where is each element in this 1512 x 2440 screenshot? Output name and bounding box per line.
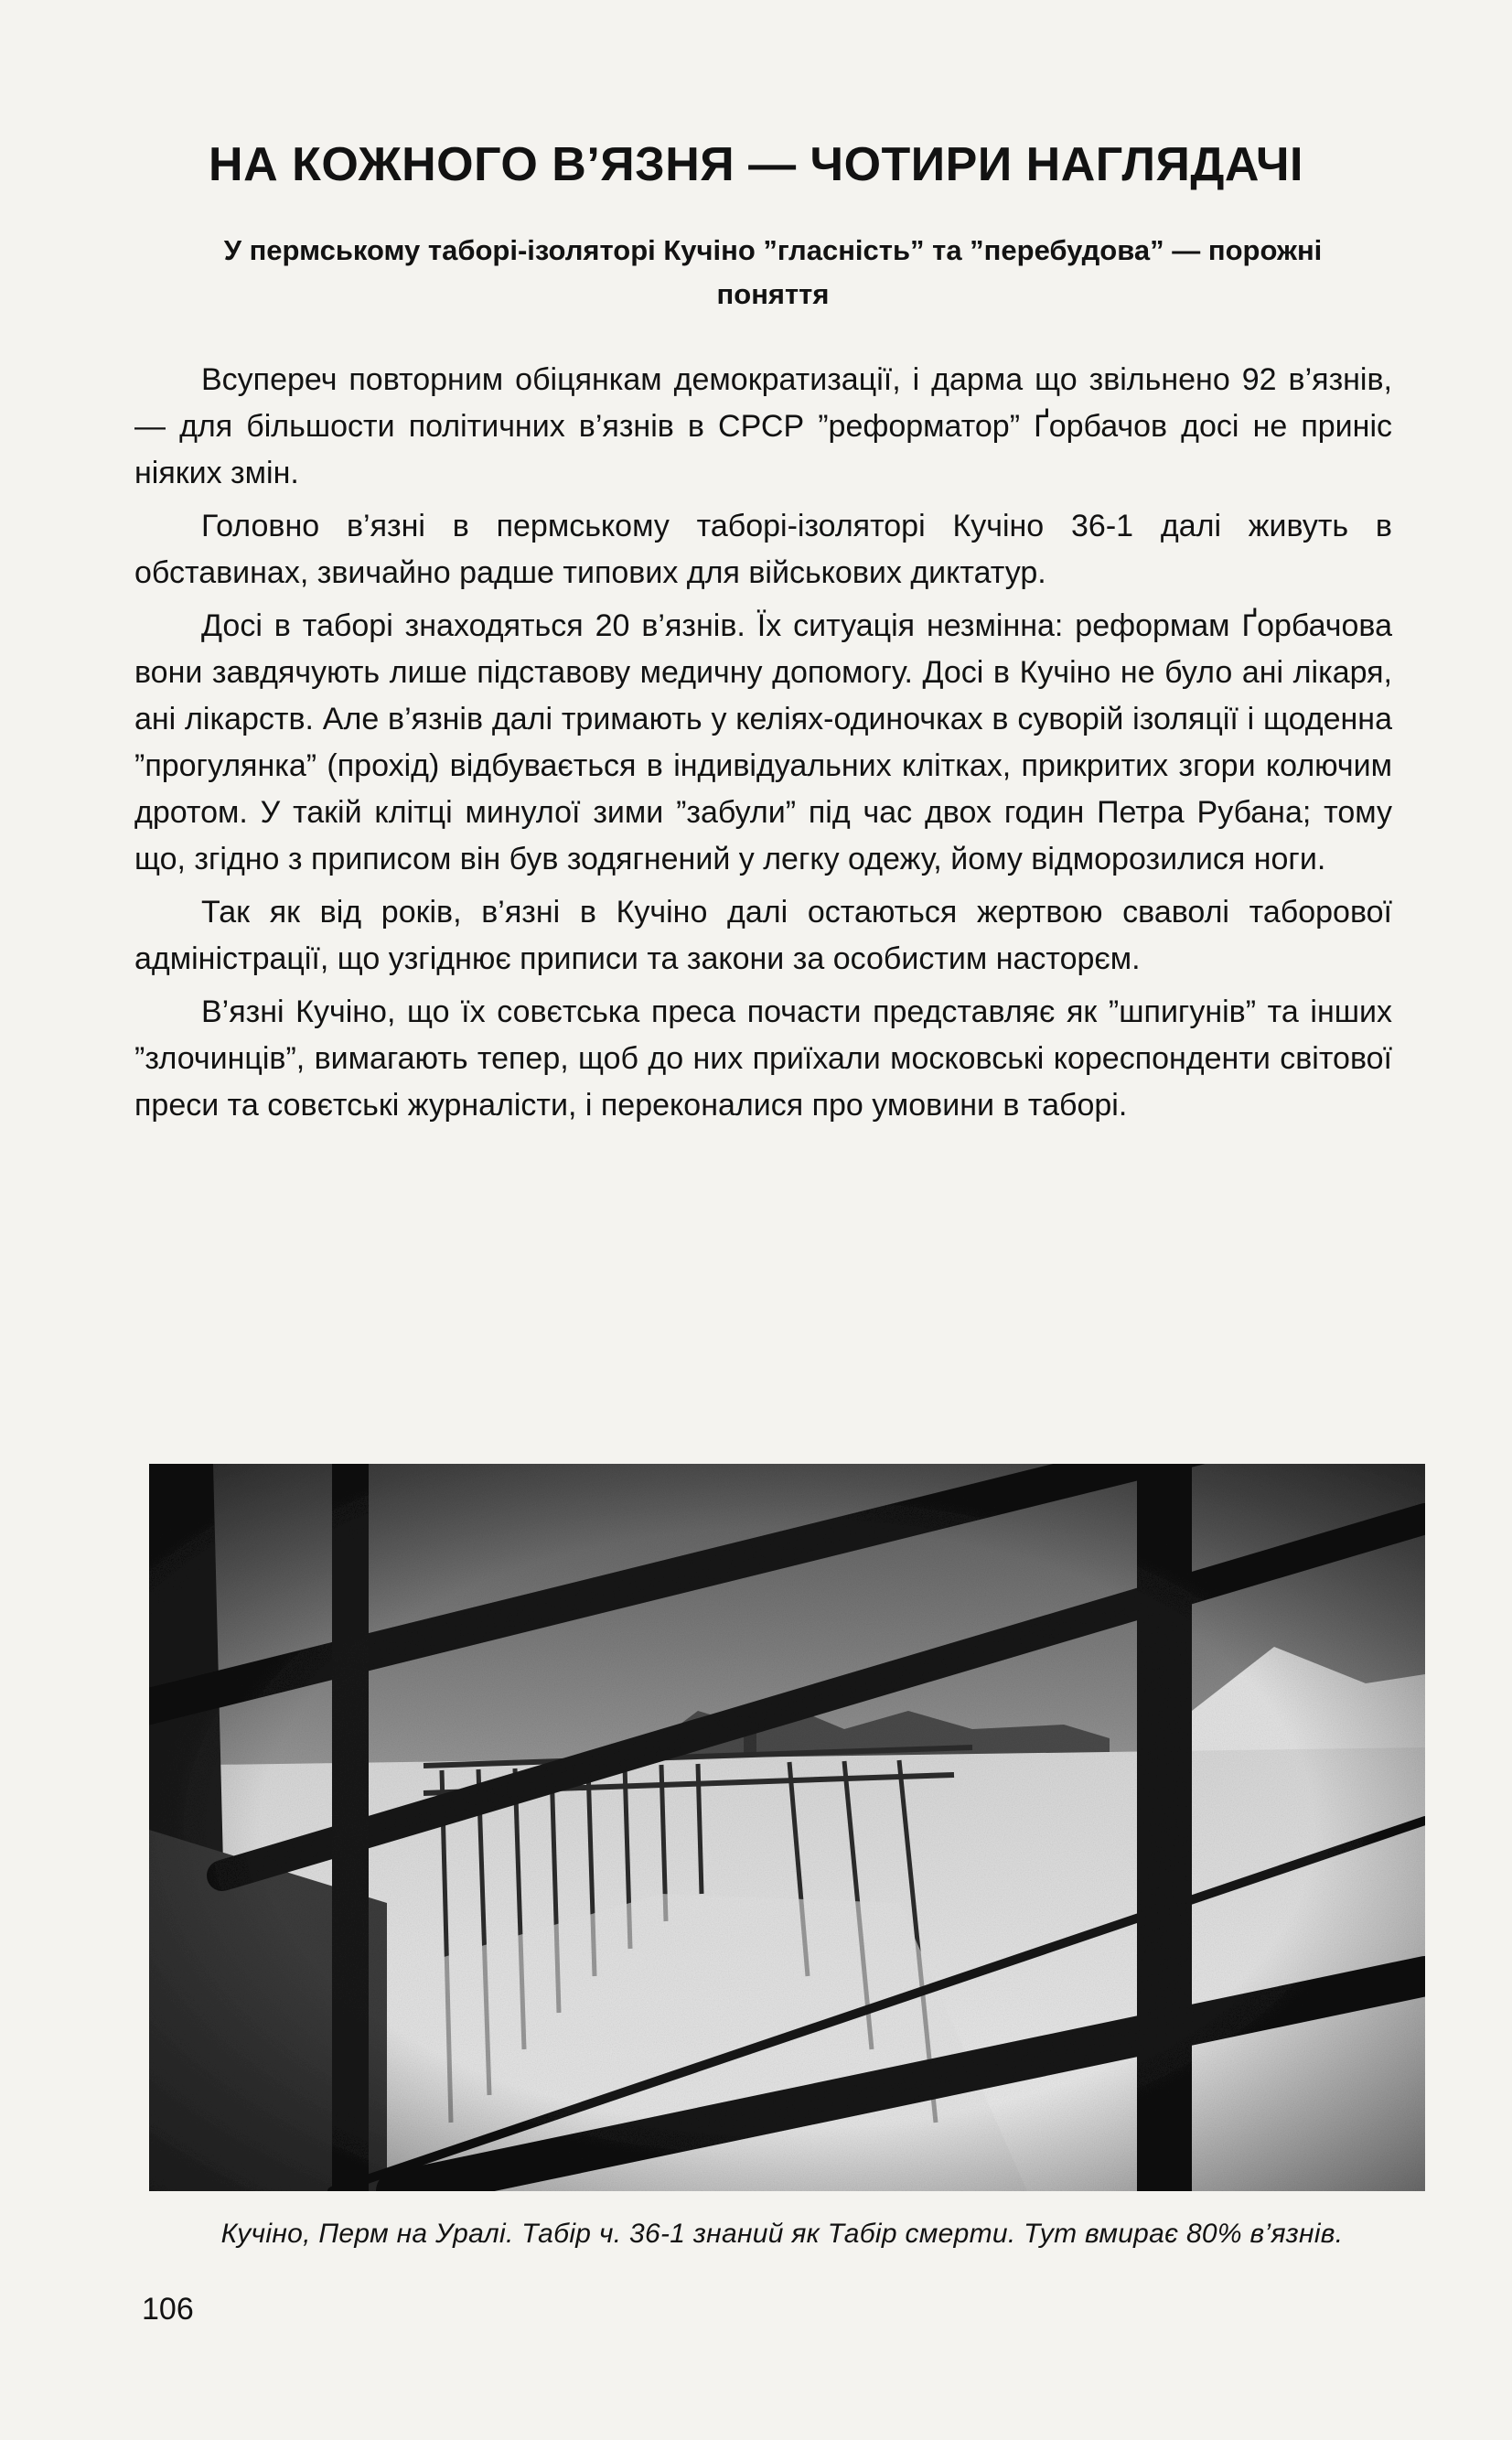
page-number: 106 [142,2292,194,2327]
article-body [134,357,1392,1135]
paragraph: Досі в таборі знаходяться 20 в’язнів. Їх ситуація незмінна: реформам Ґорбачова вони завдячують лише підставову медичну допомогу. Досі в Кучіно не було ані лікаря, ані лікарств. Але в’язнів далі тримають у келіях-одиночках в суворій ізоляції і щоденна ”прогулянка” (прохід) відбувається в індивідуальних клітках, прикритих згори колючим дротом. У такій клітці минулої зими ”забули” під час двох годин Петра Рубана; тому що, згідно з приписом він був зодягнений у легку одежу, йому відморозилися ноги. [134,608,1392,876]
paragraph: Головно в’язні в пермському таборі-ізоляторі Кучіно 36-1 далі живуть в обставинах, звичайно радше типових для військових диктатур. [134,509,1392,590]
paragraph: Так як від років, в’язні в Кучіно далі остаються жертвою сваволі таборової адміністрації, що узгіднює приписи та закони за особистим насторєм. [134,895,1392,976]
paragraph: В’язні Кучіно, що їх совєтська преса почасти представляє як ”шпигунів” та інших ”злочинців”, вимагають тепер, щоб до них приїхали московські кореспонденти світової преси та совєтські журналісти, і переконалися про умовини в таборі. [134,994,1392,1123]
photo-caption: Кучіно, Перм на Уралі. Табір ч. 36-1 знаний як Табір смерти. Тут вмирає 80% в’язнів. [220,2219,1344,2249]
paragraph: Всупереч повторним обіцянкам демократизації, і дарма що звільнено 92 в’язнів, — для більшости політичних в’язнів в СРСР ”реформатор” Ґорбачов досі не приніс ніяких змін. [134,362,1392,490]
camp-photo [149,1464,1425,2191]
article-subtitle: У пермському таборі-ізоляторі Кучіно ”гласність” та ”перебудова” — порожні поняття [223,234,1323,310]
article-title: НА КОЖНОГО В’ЯЗНЯ — ЧОТИРИ НАГЛЯДАЧІ [209,138,1303,191]
